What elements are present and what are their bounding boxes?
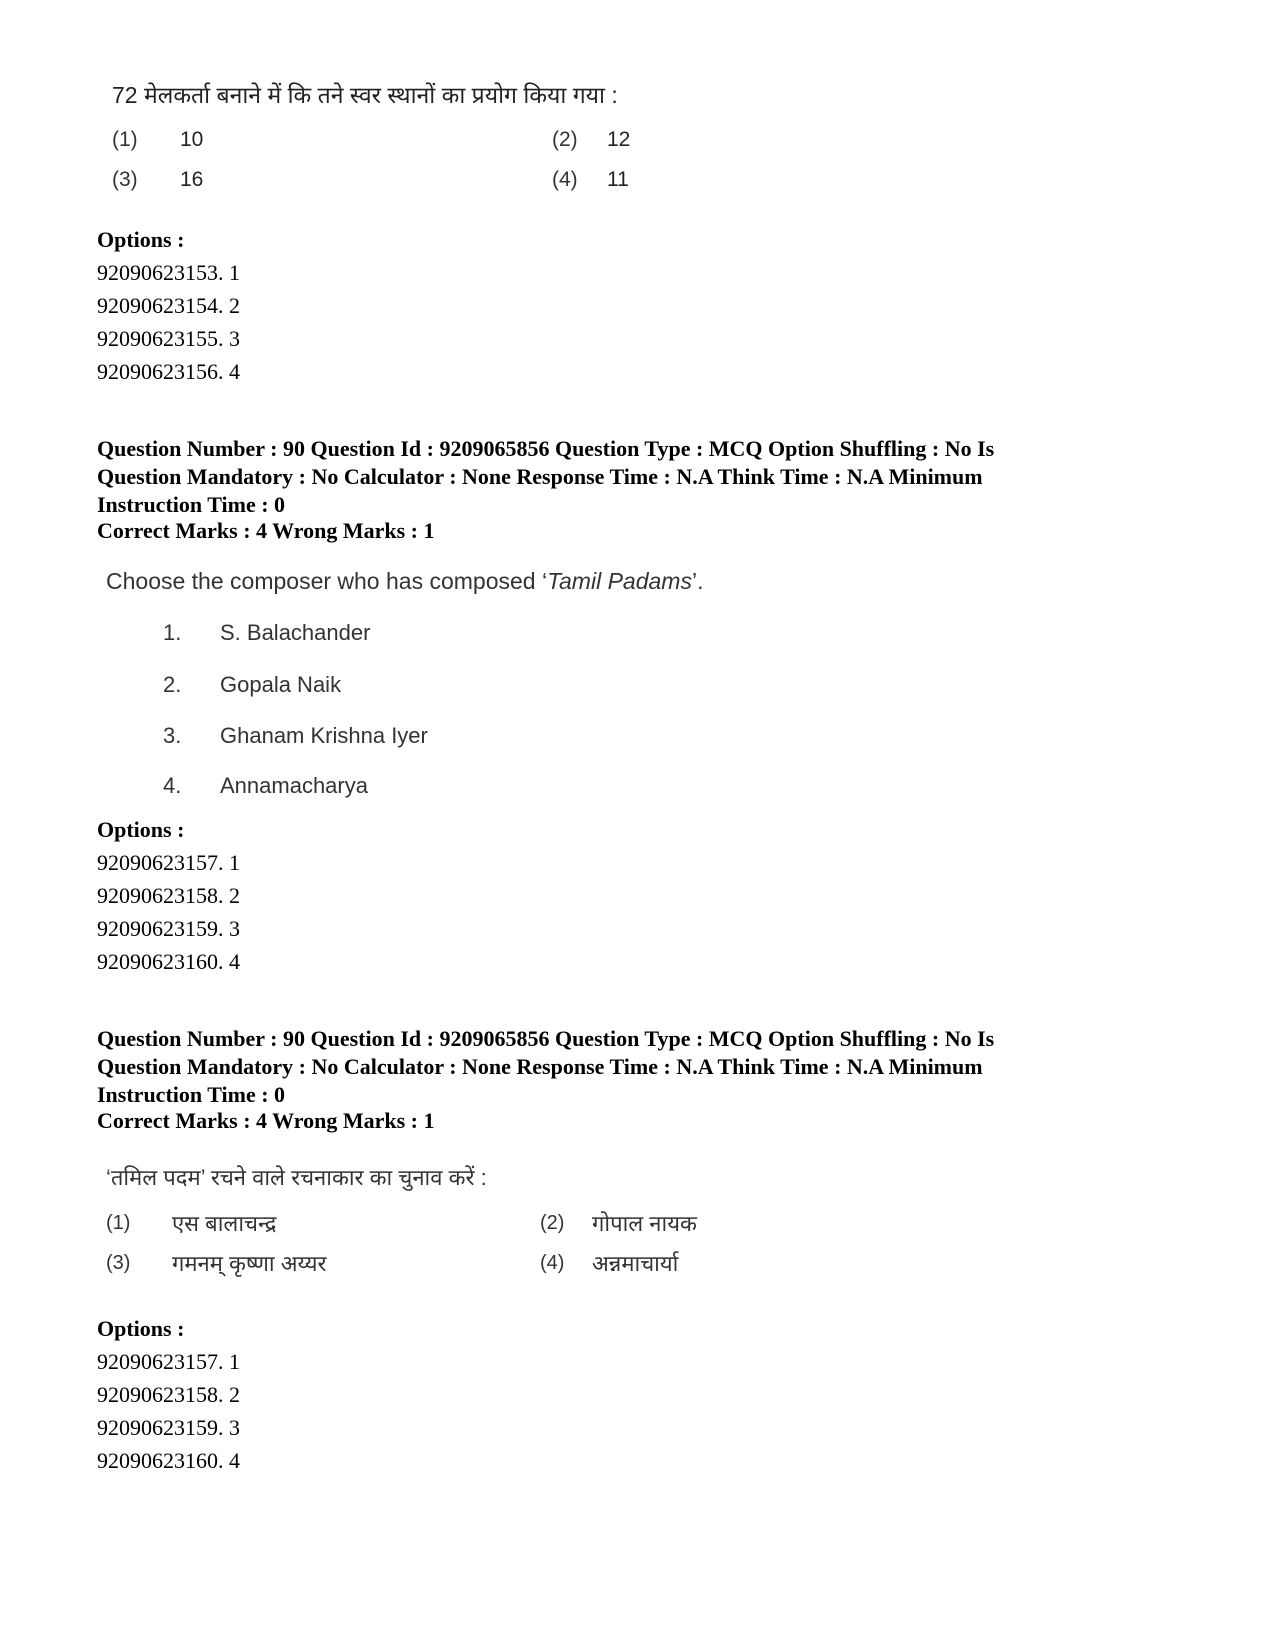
option-line: 92090623153. 1: [97, 260, 240, 285]
question-stem: 72 मेलकर्ता बनाने में कि तने स्वर स्थानों का प्रयोग किया गया :: [112, 82, 618, 108]
choice-value: Gopala Naik: [220, 672, 342, 697]
option-line: 92090623157. 1: [97, 850, 240, 875]
options-label: Options :: [97, 1316, 185, 1341]
choice-number: (4): [552, 168, 578, 191]
question-stem: ‘तमिल पदम’ रचने वाले रचनाकार का चुनाव करें :: [106, 1165, 487, 1190]
marks-line: Correct Marks : 4 Wrong Marks : 1: [97, 1108, 435, 1133]
question-meta-line: Question Number : 90 Question Id : 9209065856 Question Type : MCQ Option Shuffling : No Is: [97, 436, 995, 461]
choice-number: 3.: [163, 723, 182, 748]
choice-value: 11: [607, 168, 629, 191]
choice-number: (1): [106, 1212, 131, 1234]
question-meta-line: Instruction Time : 0: [97, 492, 286, 517]
choice-value: Annamacharya: [220, 773, 368, 798]
option-line: 92090623158. 2: [97, 1382, 240, 1407]
options-label: Options :: [97, 227, 185, 252]
choice-number: (1): [112, 128, 138, 151]
question-meta: [97, 435, 1187, 519]
option-line: 92090623159. 3: [97, 1415, 240, 1440]
choice-value: 12: [607, 128, 631, 151]
choice-value: एस बालाचन्द्र: [172, 1211, 277, 1236]
choice-value: गमनम् कृष्णा अय्यर: [172, 1251, 327, 1276]
choice-number: 1.: [163, 620, 182, 645]
option-line: 92090623158. 2: [97, 883, 240, 908]
question-meta-line: Question Mandatory : No Calculator : None Response Time : N.A Think Time : N.A Minimum: [97, 1054, 983, 1079]
choice-value: 16: [180, 168, 204, 191]
choice-number: (4): [540, 1252, 565, 1274]
question-stem-suffix: ’.: [691, 568, 704, 594]
choice-number: (3): [112, 168, 138, 191]
choice-value: 10: [180, 128, 204, 151]
choice-number: (2): [540, 1212, 565, 1234]
choice-number: (3): [106, 1252, 131, 1274]
choice-number: (2): [552, 128, 578, 151]
question-stem: [106, 568, 703, 595]
choice-value: S. Balachander: [220, 620, 371, 645]
question-stem-prefix: Choose the composer who has composed ‘: [106, 568, 548, 594]
choice-value: Ghanam Krishna Iyer: [220, 723, 428, 748]
option-line: 92090623160. 4: [97, 949, 240, 974]
question-meta-line: Question Number : 90 Question Id : 9209065856 Question Type : MCQ Option Shuffling : No Is: [97, 1026, 995, 1051]
choice-number: 2.: [163, 672, 182, 697]
choice-value: गोपाल नायक: [592, 1211, 697, 1236]
option-line: 92090623154. 2: [97, 293, 240, 318]
option-line: 92090623156. 4: [97, 359, 240, 384]
choice-value: अन्नमाचार्या: [592, 1251, 679, 1276]
option-line: 92090623155. 3: [97, 326, 240, 351]
marks-line: Correct Marks : 4 Wrong Marks : 1: [97, 518, 435, 543]
question-meta-line: Question Mandatory : No Calculator : None Response Time : N.A Think Time : N.A Minimum: [97, 464, 983, 489]
question-meta-line: Instruction Time : 0: [97, 1082, 286, 1107]
options-label: Options :: [97, 817, 185, 842]
choice-number: 4.: [163, 773, 182, 798]
option-line: 92090623159. 3: [97, 916, 240, 941]
question-meta: [97, 1025, 1187, 1109]
option-line: 92090623157. 1: [97, 1349, 240, 1374]
question-stem-title: Tamil Padams: [547, 568, 692, 594]
option-line: 92090623160. 4: [97, 1448, 240, 1473]
